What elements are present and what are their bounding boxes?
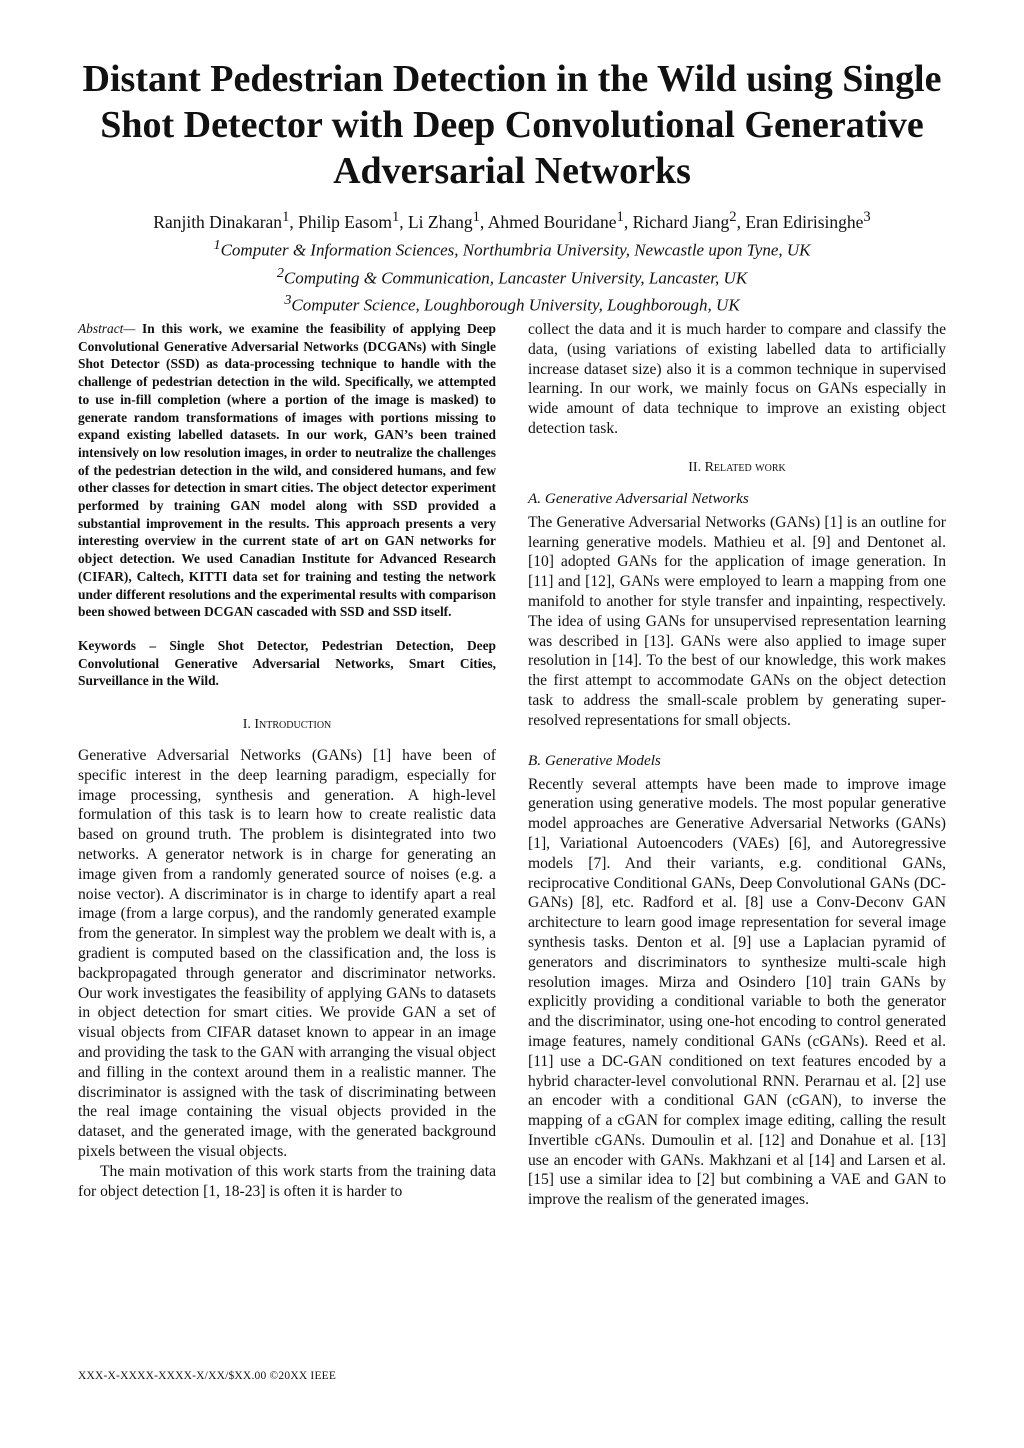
- subsection-heading-generative-models: B. Generative Models: [528, 751, 661, 769]
- affiliation-number: 2: [276, 264, 284, 281]
- subsection-text-gan: The Generative Adversarial Networks (GANs) [1] is an outline for learning generative models. Mathieu et al. [9] and Dentonet al. [10] adopted GANs for the application of image generation. In [11] and [12], GANs were employed to learn a mapping from one manifold to another for style transfer and inpainting, respectively. The idea of using GANs for unsupervised representation learning was described in [13]. GANs were also applied to image super resolution in [14]. To the best of our knowledge, this work makes the first attempt to accommodate GANs on the object detection task to address the small-scale problem by generating super-resolved representations for small objects.: [528, 513, 946, 729]
- author-name: Eran Edirisinghe: [745, 211, 864, 232]
- affiliation: [40, 234, 984, 262]
- author-name: Ranjith Dinakaran: [153, 211, 283, 232]
- intro-paragraph-2-continued: collect the data and it is much harder to compare and classify the data, (using variations of existing labelled data to artificially increase dataset size) also it is a common technique in supervised learning. In our work, we mainly focus on GANs especially in wide amount of data technique to improve an existing object detection task.: [528, 321, 946, 437]
- author-affiliation-mark: 1: [282, 209, 290, 225]
- intro-paragraph-1: Generative Adversarial Networks (GANs) [1] have been of specific interest in the deep learning paradigm, especially for image processing, synthesis and generation. A high-level formulation of this task is to learn how to create realistic data based on ground truth. The problem is disintegrated into two networks. A generator network is in charge for generating an image given from a randomly generated source of noises (e.g. a noise vector). A discriminator is in charge to identify apart a real image (from a large corpus), and the randomly generated example from the generator. In simplest way the problem we dealt with is, a gradient is computed based on the classification and, the loss is backpropagated through generator and discriminator networks. Our work investigates the feasibility of applying GANs to datasets in object detection for smart cities. We provide GAN a set of visual objects from CIFAR dataset known to appear in an image and providing the task to the GAN with arranging the visual object and filling in the context around them in a realistic manner. The discriminator is assigned with the task of discriminating between the real image containing the visual objects provided in the dataset, and the generated image, with the generated background pixels between the visual objects.: [78, 747, 496, 1160]
- paper-title: Distant Pedestrian Detection in the Wild using Single Shot Detector with Deep Convolutional Generative Adversarial Networks: [82, 58, 942, 192]
- affiliation-text: Computer Science, Loughborough University, Loughborough, UK: [291, 295, 740, 315]
- author-affiliation-mark: 1: [472, 209, 480, 225]
- copyright-footer: XXX-X-XXXX-XXXX-X/XX/$XX.00 ©20XX IEEE: [78, 1370, 337, 1382]
- author-affiliation-mark: 2: [729, 209, 737, 225]
- intro-paragraph-2: The main motivation of this work starts from the training data for object detection [1, 18-23] is often it is harder to: [78, 1162, 496, 1200]
- affiliation: [40, 262, 984, 290]
- affiliation-text: Computing & Communication, Lancaster University, Lancaster, UK: [283, 268, 748, 288]
- section-heading-introduction: I. Introduction: [242, 717, 332, 733]
- abstract-text: In this work, we examine the feasibility of applying Deep Convolutional Generative Adversarial Networks (DCGANs) with Single Shot Detector (SSD) as data-processing technique to handle with the challenge of pedestrian detection in the wild. Specifically, we attempted to use in-fill completion (where a portion of the image is masked) to generate random transformations of images with portions missing to expand existing labelled datasets. In our work, GAN’s been trained intensively on low resolution images, in order to neutralize the challenges of the pedestrian detection in the wild, and considered humans, and few other classes for detection in smart cities. The object detector experiment performed by training GAN model along with SSD provided a substantial improvement in the results. This approach presents a very interesting overview in the current state of art on GAN networks for object detection. We used Canadian Institute for Advanced Research (CIFAR), Caltech, KITTI data set for training and testing the network under different resolutions and the experimental results with comparison been showed between DCGAN cascaded with SSD and SSD itself.: [78, 321, 496, 620]
- affiliation-list: [40, 234, 984, 317]
- author-name: Philip Easom: [298, 211, 392, 232]
- affiliation-number: 1: [213, 237, 221, 253]
- author-affiliation-mark: 1: [391, 209, 400, 225]
- author-affiliation-mark: 3: [863, 209, 871, 225]
- affiliation-number: 3: [284, 292, 292, 309]
- author-name: Ahmed Bouridane: [487, 211, 617, 232]
- author-affiliation-mark: 1: [616, 209, 624, 225]
- section-heading-related-work: II. Related work: [688, 459, 786, 475]
- affiliation-text: Computer & Information Sciences, Northumbria University, Newcastle upon Tyne, UK: [220, 240, 811, 260]
- keywords: Keywords – Single Shot Detector, Pedestrian Detection, Deep Convolutional Generative Adversarial Networks, Smart Cities, Surveillance in the Wild.: [78, 637, 496, 689]
- abstract-label: Abstract—: [78, 321, 136, 336]
- author-list: Ranjith Dinakaran$^1$, Philip Easom$^1$, Li Zhang$^1$, Ahmed Bouridane$^1$, Richard Jiang$^2$, Eran Edirisinghe$^3$: [153, 209, 871, 232]
- abstract: [78, 320, 496, 621]
- author-name: Richard Jiang: [632, 211, 730, 232]
- right-column: [528, 320, 946, 1210]
- author-name: Li Zhang: [407, 211, 473, 232]
- affiliation: [40, 289, 984, 317]
- subsection-heading-gan: A. Generative Adversarial Networks: [528, 489, 749, 507]
- subsection-text-generative-models: Recently several attempts have been made to improve image generation using generative models. The most popular generative model approaches are Generative Adversarial Networks (GANs) [1], Variational Autoencoders (VAEs) [6], and Autoregressive models [7]. And their variants, e.g. conditional GANs, reciprocative Conditional GANs, Deep Convolutional GANs (DC-GANs) [8], etc. Radford et al. [8] use a Conv-Deconv GAN architecture to learn good image representation for several image synthesis tasks. Denton et al. [9] use a Laplacian pyramid of generators and discriminators to synthesize multi-scale high resolution images. Mirza and Osindero [10] train GANs by explicitly providing a conditional variable to both the generator and the discriminator, using one-hot encoding to control generated image features, namely conditional GANs (cGANs). Reed et al. [11] use a DC-GAN conditioned on text features encoded by a hybrid character-level convolutional RNN. Perarnau et al. [2] use an encoder with a conditional GAN (cGAN), to inverse the mapping of a cGAN for complex image editing, calling the result Invertible cGANs. Dumoulin et al. [12] and Donahue et al. [13] use an encoder with GANs. Makhzani et al [14] and Larsen et al. [15] use a similar idea to [2] but combining a VAE and GAN to improve the realism of the generated images.: [528, 775, 946, 1209]
- left-column: [78, 320, 496, 1201]
